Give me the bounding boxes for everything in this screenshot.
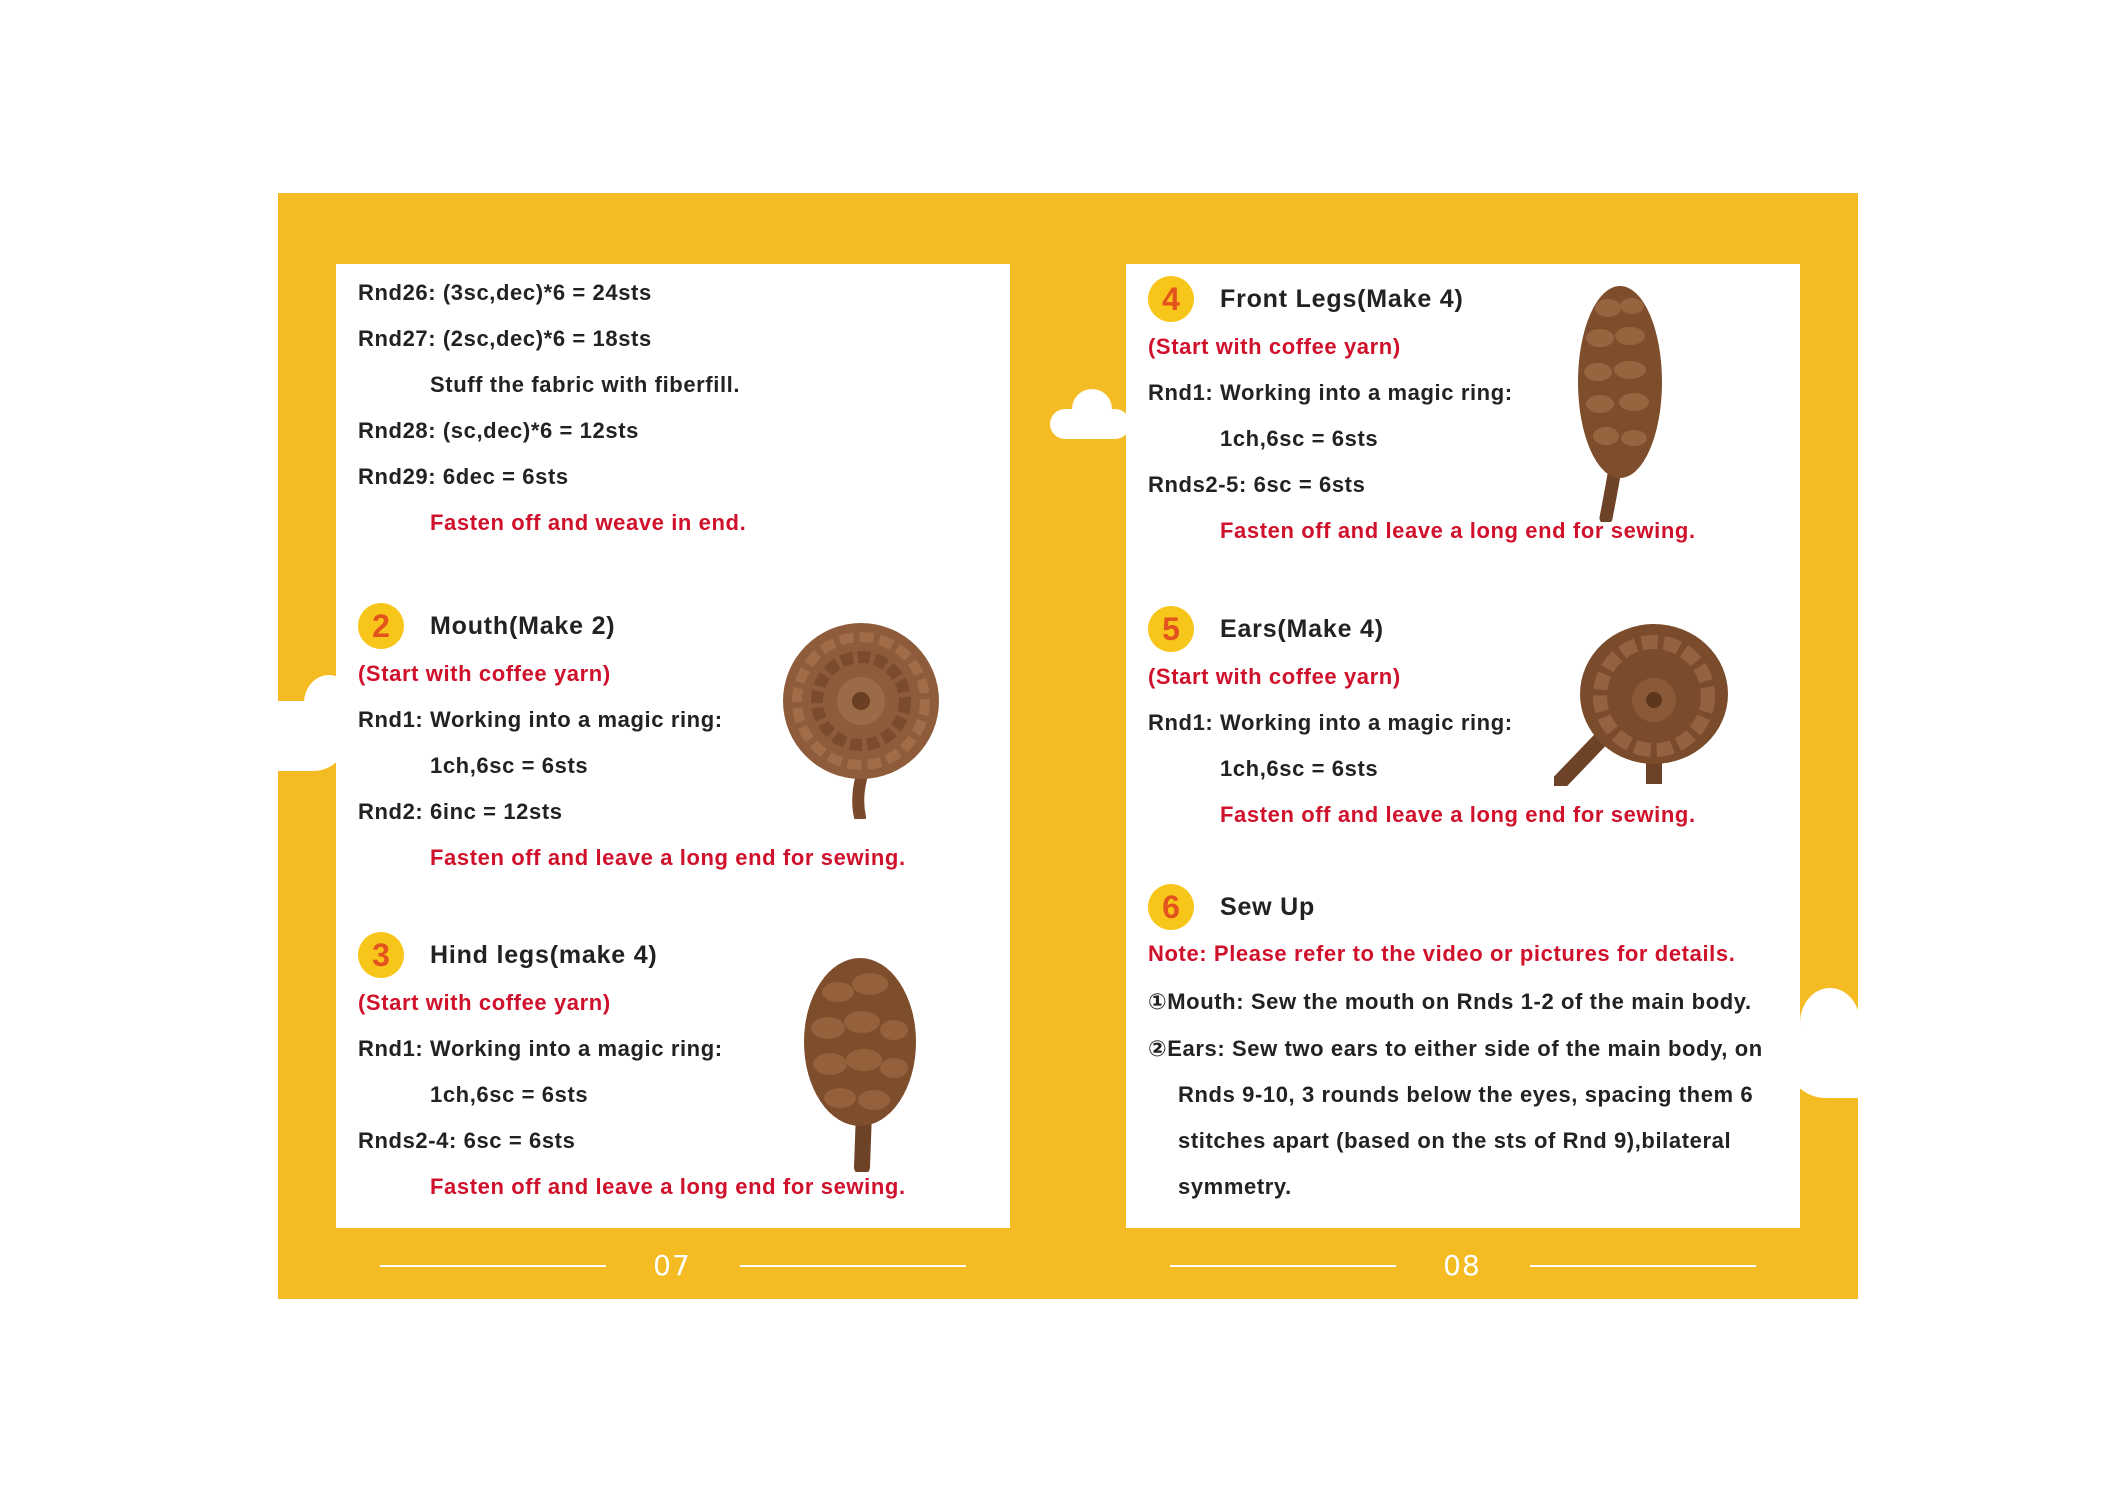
instruction-line: Rnd1: Working into a magic ring: bbox=[358, 707, 723, 732]
left-page-panel bbox=[336, 264, 1010, 1228]
section-title: Ears(Make 4) bbox=[1220, 615, 1384, 643]
footer-rule-right bbox=[1530, 1265, 1756, 1267]
section-title: Hind legs(make 4) bbox=[430, 941, 658, 969]
instruction-line: Rnds2-4: 6sc = 6sts bbox=[358, 1128, 576, 1153]
front-leg-crochet-photo bbox=[1572, 282, 1672, 522]
footer-rule-left bbox=[380, 1265, 606, 1267]
instruction-line: Rnd28: (sc,dec)*6 = 12sts bbox=[358, 418, 639, 443]
instruction-line: 1ch,6sc = 6sts bbox=[430, 1082, 589, 1107]
footer-rule-left bbox=[740, 1265, 966, 1267]
right-page-panel bbox=[1126, 264, 1800, 1228]
booklet-spread bbox=[278, 193, 1858, 1299]
instruction-line: Rnd26: (3sc,dec)*6 = 24sts bbox=[358, 280, 652, 305]
instruction-line: 1ch,6sc = 6sts bbox=[430, 753, 589, 778]
instruction-line: Rnd27: (2sc,dec)*6 = 18sts bbox=[358, 326, 652, 351]
fasten-off-line: Fasten off and weave in end. bbox=[430, 510, 747, 535]
section-number-badge: 3 bbox=[358, 932, 404, 978]
yarn-note: (Start with coffee yarn) bbox=[1148, 334, 1401, 359]
section-title: Sew Up bbox=[1220, 893, 1316, 921]
hind-leg-crochet-photo bbox=[798, 952, 928, 1172]
footer-rule-right bbox=[1170, 1265, 1396, 1267]
fasten-off-line: Fasten off and leave a long end for sewing. bbox=[1220, 518, 1696, 543]
instruction-line: 1ch,6sc = 6sts bbox=[1220, 756, 1379, 781]
sew-step-ears: ②Ears: Sew two ears to either side of the main body, on bbox=[1148, 1036, 1763, 1061]
cloud-center-decoration bbox=[1050, 389, 1130, 439]
section-number-badge: 4 bbox=[1148, 276, 1194, 322]
sew-step-ears-cont: symmetry. bbox=[1178, 1174, 1292, 1199]
instruction-line: Rnd29: 6dec = 6sts bbox=[358, 464, 569, 489]
sew-step-ears-cont: Rnds 9-10, 3 rounds below the eyes, spacing them 6 bbox=[1178, 1082, 1754, 1107]
instruction-line: Rnds2-5: 6sc = 6sts bbox=[1148, 472, 1366, 497]
section-number-badge: 6 bbox=[1148, 884, 1194, 930]
page-number-left: 07 bbox=[653, 1249, 691, 1282]
yarn-note: (Start with coffee yarn) bbox=[1148, 664, 1401, 689]
instruction-line: Rnd1: Working into a magic ring: bbox=[1148, 710, 1513, 735]
yarn-note: (Start with coffee yarn) bbox=[358, 661, 611, 686]
fasten-off-line: Fasten off and leave a long end for sewing. bbox=[430, 1174, 906, 1199]
yarn-note: (Start with coffee yarn) bbox=[358, 990, 611, 1015]
fasten-off-line: Fasten off and leave a long end for sewing. bbox=[430, 845, 906, 870]
fasten-off-line: Fasten off and leave a long end for sewing. bbox=[1220, 802, 1696, 827]
mouth-crochet-photo bbox=[776, 619, 946, 819]
section-title: Front Legs(Make 4) bbox=[1220, 285, 1464, 313]
instruction-line: 1ch,6sc = 6sts bbox=[1220, 426, 1379, 451]
instruction-line: Stuff the fabric with fiberfill. bbox=[430, 372, 741, 397]
ear-crochet-photo bbox=[1554, 616, 1734, 786]
sew-step-mouth: ①Mouth: Sew the mouth on Rnds 1-2 of the main body. bbox=[1148, 989, 1752, 1014]
sew-up-note: Note: Please refer to the video or pictures for details. bbox=[1148, 941, 1736, 966]
instruction-line: Rnd1: Working into a magic ring: bbox=[1148, 380, 1513, 405]
section-number-badge: 2 bbox=[358, 603, 404, 649]
page-number-right: 08 bbox=[1443, 1249, 1481, 1282]
sew-step-ears-cont: stitches apart (based on the sts of Rnd 9),bilateral bbox=[1178, 1128, 1732, 1153]
instruction-line: Rnd1: Working into a magic ring: bbox=[358, 1036, 723, 1061]
section-number-badge: 5 bbox=[1148, 606, 1194, 652]
instruction-line: Rnd2: 6inc = 12sts bbox=[358, 799, 563, 824]
section-title: Mouth(Make 2) bbox=[430, 612, 616, 640]
